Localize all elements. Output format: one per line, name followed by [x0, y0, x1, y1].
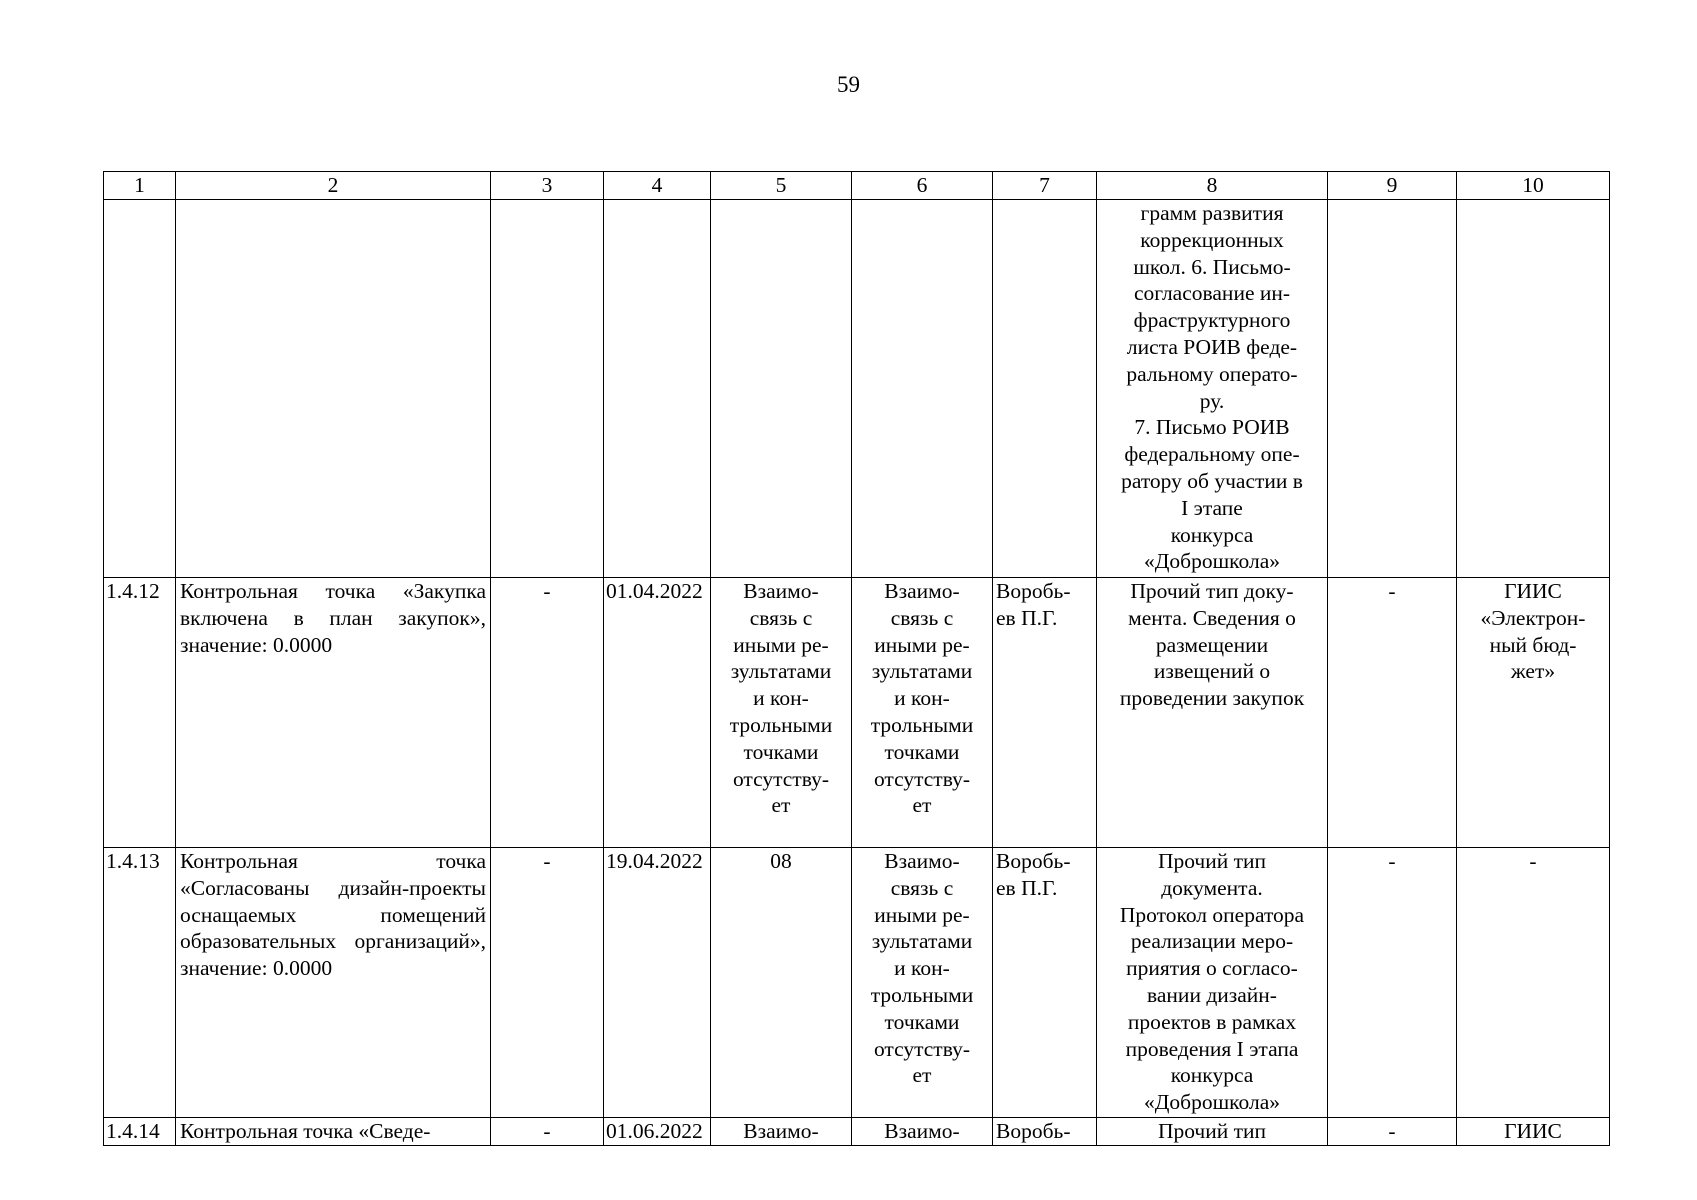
table-cell: 08: [711, 848, 852, 1118]
table-cell: [711, 200, 852, 578]
table-row: [104, 848, 1610, 1118]
header-cell: 10: [1457, 172, 1610, 200]
header-cell: 4: [604, 172, 711, 200]
row-code: 1.4.14: [104, 1118, 176, 1146]
header-cell: 6: [852, 172, 993, 200]
header-cell: 2: [176, 172, 491, 200]
table-cell: [852, 200, 993, 578]
table-cell: [1457, 200, 1610, 578]
table-cell: [604, 200, 711, 578]
table-cell: Взаимо-: [711, 1118, 852, 1146]
continuation-row: [104, 200, 1610, 578]
table-cell: [993, 200, 1097, 578]
table-cell: -: [491, 848, 604, 1118]
row-responsible: Воробь-: [993, 1118, 1097, 1146]
table-cell: [104, 200, 176, 578]
row-date: 19.04.2022: [604, 848, 711, 1118]
document-cell: Прочий тип доку- мента. Сведения о размещении извещений о проведении закупок: [1097, 578, 1328, 848]
row-date: 01.04.2022: [604, 578, 711, 848]
table-cell: -: [1328, 578, 1457, 848]
document-cell: Прочий тип: [1097, 1118, 1328, 1146]
table-cell: -: [1328, 848, 1457, 1118]
checkpoints-table: [103, 171, 1610, 1146]
table-cell: -: [491, 578, 604, 848]
row-code: 1.4.12: [104, 578, 176, 848]
table-cell: [491, 200, 604, 578]
table-cell: Взаимо- связь с иными ре- зультатами и кон- трольными точками отсутству- ет: [852, 578, 993, 848]
header-cell: 5: [711, 172, 852, 200]
row-code: 1.4.13: [104, 848, 176, 1118]
row-responsible: Воробь- ев П.Г.: [993, 848, 1097, 1118]
table-cell: -: [1328, 1118, 1457, 1146]
header-cell: 7: [993, 172, 1097, 200]
table-cell: Взаимо- связь с иными ре- зультатами и кон- трольными точками отсутству- ет: [852, 848, 993, 1118]
header-cell: 8: [1097, 172, 1328, 200]
row-date: 01.06.2022: [604, 1118, 711, 1146]
row-name: Контрольная точка «Закупка включена в план закупок», значение: 0.0000: [176, 578, 491, 848]
document-cell: Прочий тип документа. Протокол оператора реализации меро- приятия о согласо- вании дизайн- проектов в рамках проведения I этапа конкурса «Доброшкола»: [1097, 848, 1328, 1118]
table-cell: -: [491, 1118, 604, 1146]
header-cell: 3: [491, 172, 604, 200]
header-row: [104, 172, 1610, 200]
table-cell: ГИИС: [1457, 1118, 1610, 1146]
row-name: Контрольная точка «Сведе-: [176, 1118, 491, 1146]
document-cell: грамм развития коррекционных школ. 6. Письмо- согласование ин- фраструктурного листа РОИВ феде- ральному операто- ру. 7. Письмо РОИВ федеральному опе- ратору об участии в I этапе конкурса «Доброшкола»: [1097, 200, 1328, 578]
table-row: [104, 1118, 1610, 1146]
table-cell: [1328, 200, 1457, 578]
table-cell: -: [1457, 848, 1610, 1118]
table-cell: ГИИС «Электрон- ный бюд- жет»: [1457, 578, 1610, 848]
row-responsible: Воробь- ев П.Г.: [993, 578, 1097, 848]
page-number: 59: [837, 72, 860, 97]
header-cell: 9: [1328, 172, 1457, 200]
table-cell: Взаимо-: [852, 1118, 993, 1146]
table-cell: [176, 200, 491, 578]
table-row: [104, 578, 1610, 848]
table-cell: Взаимо- связь с иными ре- зультатами и кон- трольными точками отсутству- ет: [711, 578, 852, 848]
row-name: Контрольная точка «Согласованы дизайн-проекты оснащаемых помещений образовательных организаций», значение: 0.0000: [176, 848, 491, 1118]
header-cell: 1: [104, 172, 176, 200]
